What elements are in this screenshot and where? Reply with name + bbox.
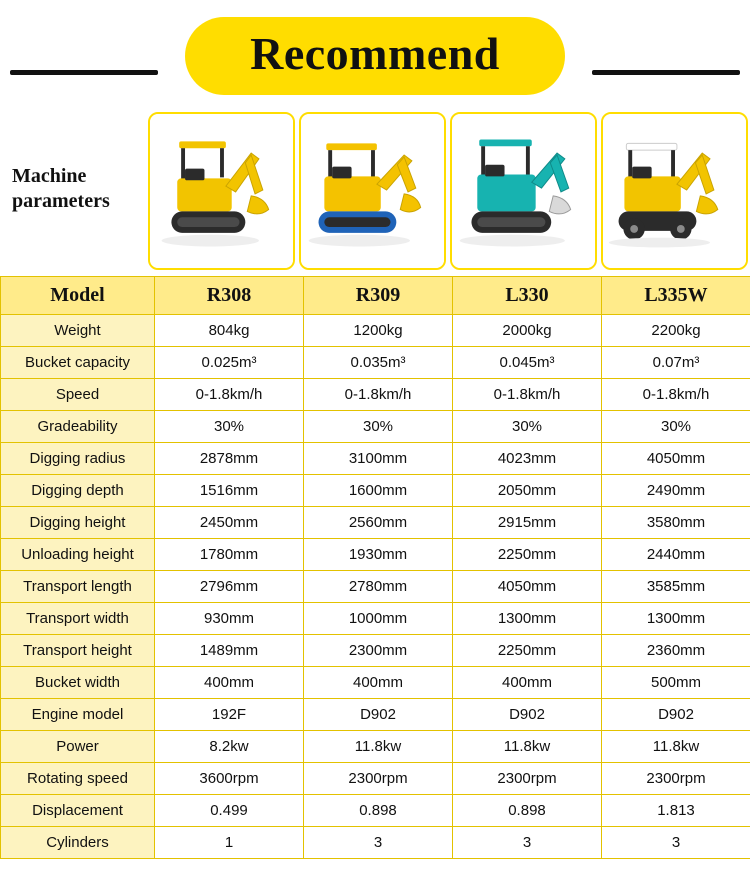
cell-value: 0.07m³ [602,347,750,379]
row-label: Digging depth [1,475,155,507]
cell-value: 192F [155,699,304,731]
column-header-l330: L330 [453,277,602,315]
cell-value: 4050mm [453,571,602,603]
cell-value: 0-1.8km/h [602,379,750,411]
excavator-photo-l335w[interactable] [601,112,748,270]
cell-value: 2915mm [453,507,602,539]
table-row [1,731,750,763]
row-label: Bucket width [1,667,155,699]
recommend-banner [0,0,750,112]
cell-value: 2796mm [155,571,304,603]
cell-value: 2780mm [304,571,453,603]
cell-value: 3600rpm [155,763,304,795]
cell-value: 0-1.8km/h [304,379,453,411]
row-label: Transport width [1,603,155,635]
cell-value: 2560mm [304,507,453,539]
excavator-photo-r309[interactable] [299,112,446,270]
banner-rule-left [10,70,158,75]
cell-value: 1516mm [155,475,304,507]
table-row [1,507,750,539]
banner-title: Recommend [250,28,500,79]
cell-value: 400mm [155,667,304,699]
cell-value: D902 [602,699,750,731]
cell-value: 1930mm [304,539,453,571]
section-label-line1: Machine [12,165,87,187]
cell-value: D902 [304,699,453,731]
cell-value: 2050mm [453,475,602,507]
excavator-photo-r308[interactable] [148,112,295,270]
cell-value: 2360mm [602,635,750,667]
row-label: Power [1,731,155,763]
cell-value: 3 [453,827,602,859]
cell-value: 2450mm [155,507,304,539]
cell-value: 30% [602,411,750,443]
cell-value: 1.813 [602,795,750,827]
cell-value: 0.499 [155,795,304,827]
photo-list [148,112,750,270]
cell-value: 1300mm [453,603,602,635]
cell-value: 2300mm [304,635,453,667]
cell-value: 2490mm [602,475,750,507]
cell-value: 2250mm [453,635,602,667]
column-header-r308: R308 [155,277,304,315]
cell-value: 400mm [453,667,602,699]
cell-value: 11.8kw [453,731,602,763]
cell-value: 3100mm [304,443,453,475]
table-row [1,379,750,411]
cell-value: 2300rpm [304,763,453,795]
row-label: Digging radius [1,443,155,475]
banner-pill [185,17,565,95]
table-row [1,699,750,731]
cell-value: 3 [304,827,453,859]
table-row [1,571,750,603]
row-label: Engine model [1,699,155,731]
row-label: Transport height [1,635,155,667]
cell-value: 2440mm [602,539,750,571]
table-row [1,411,750,443]
table-row [1,635,750,667]
cell-value: 0.045m³ [453,347,602,379]
cell-value: 2000kg [453,315,602,347]
machine-photo-strip [0,112,750,276]
row-label: Unloading height [1,539,155,571]
cell-value: 0.898 [453,795,602,827]
row-label: Transport length [1,571,155,603]
cell-value: 30% [453,411,602,443]
row-label: Cylinders [1,827,155,859]
table-row [1,475,750,507]
cell-value: 0-1.8km/h [155,379,304,411]
table-row [1,763,750,795]
row-label: Speed [1,379,155,411]
cell-value: 500mm [602,667,750,699]
table-row [1,443,750,475]
cell-value: 3585mm [602,571,750,603]
row-label: Rotating speed [1,763,155,795]
section-label-line2: parameters [12,190,110,212]
cell-value: 0.025m³ [155,347,304,379]
cell-value: 30% [155,411,304,443]
cell-value: 4023mm [453,443,602,475]
cell-value: 930mm [155,603,304,635]
row-label: Bucket capacity [1,347,155,379]
cell-value: 804kg [155,315,304,347]
cell-value: 3 [602,827,750,859]
table-row [1,539,750,571]
table-row [1,347,750,379]
cell-value: 1000mm [304,603,453,635]
section-label [0,112,148,214]
row-label: Displacement [1,795,155,827]
cell-value: 11.8kw [602,731,750,763]
table-row [1,827,750,859]
row-label: Gradeability [1,411,155,443]
cell-value: 1600mm [304,475,453,507]
column-header-l335w: L335W [602,277,750,315]
excavator-photo-l330[interactable] [450,112,597,270]
cell-value: 4050mm [602,443,750,475]
table-row [1,603,750,635]
cell-value: 2300rpm [602,763,750,795]
cell-value: 8.2kw [155,731,304,763]
cell-value: 2200kg [602,315,750,347]
cell-value: 400mm [304,667,453,699]
cell-value: 1300mm [602,603,750,635]
cell-value: 1200kg [304,315,453,347]
cell-value: 1780mm [155,539,304,571]
cell-value: 0-1.8km/h [453,379,602,411]
machine-parameters-table [0,276,750,859]
banner-rule-right [592,70,740,75]
cell-value: 0.035m³ [304,347,453,379]
cell-value: 0.898 [304,795,453,827]
cell-value: 1489mm [155,635,304,667]
cell-value: D902 [453,699,602,731]
row-label: Weight [1,315,155,347]
cell-value: 3580mm [602,507,750,539]
table-header-row [1,277,750,315]
row-label: Digging height [1,507,155,539]
cell-value: 2300rpm [453,763,602,795]
cell-value: 30% [304,411,453,443]
table-row [1,315,750,347]
table-row [1,667,750,699]
table-body [1,315,750,859]
cell-value: 2878mm [155,443,304,475]
column-header-model: Model [1,277,155,315]
cell-value: 2250mm [453,539,602,571]
column-header-r309: R309 [304,277,453,315]
table-row [1,795,750,827]
cell-value: 11.8kw [304,731,453,763]
cell-value: 1 [155,827,304,859]
